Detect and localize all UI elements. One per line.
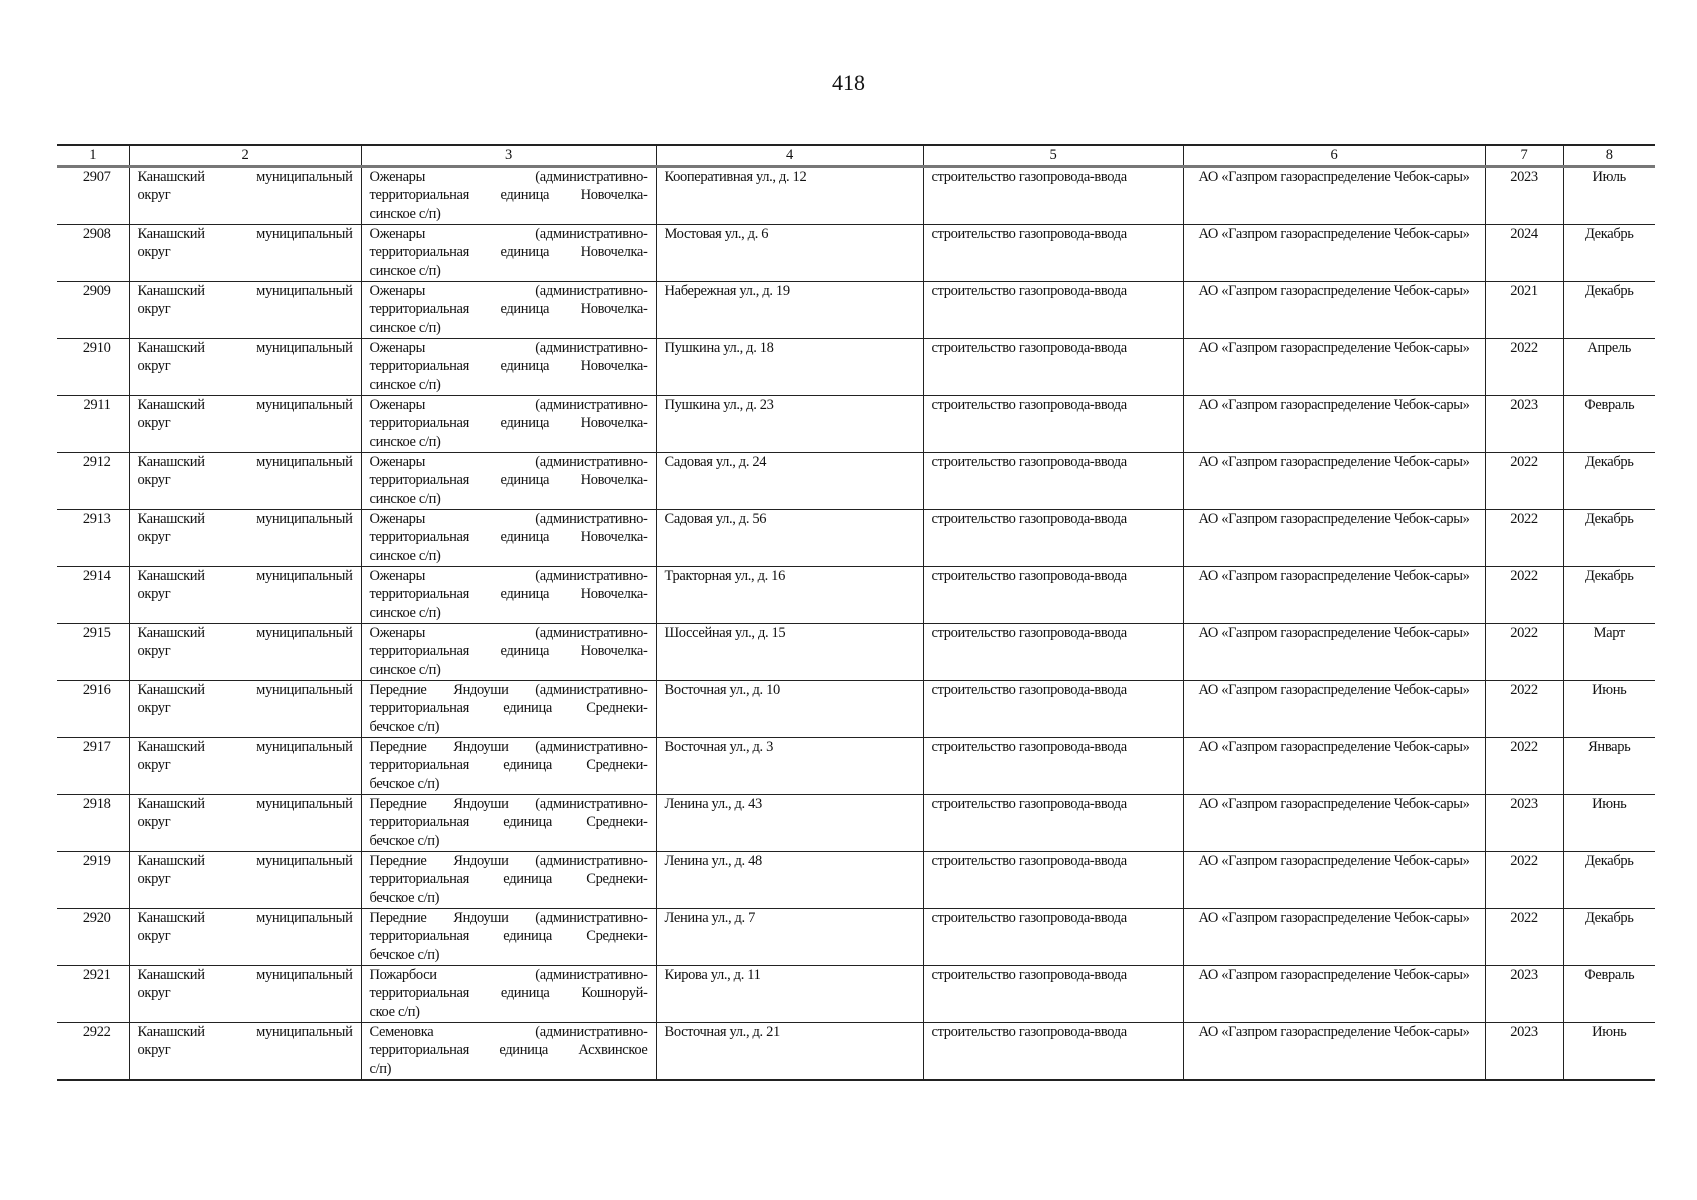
year-cell: 2022 [1485,623,1563,680]
locality-cell [361,851,656,908]
work-type-cell: строительство газопровода-ввода [923,509,1183,566]
district-line: Канашский муниципальный [137,282,353,299]
locality-line: синское с/п) [369,376,441,393]
year-cell: 2022 [1485,908,1563,965]
table-row [57,166,1655,224]
work-type-cell: строительство газопровода-ввода [923,680,1183,737]
district-line: округ [137,586,171,602]
district-line: Канашский муниципальный [137,396,353,413]
year-cell: 2022 [1485,566,1563,623]
month-cell: Декабрь [1563,452,1655,509]
locality-line: Передние Яндоуши (административно- [369,795,648,812]
address-cell: Садовая ул., д. 24 [656,452,923,509]
district-line: Канашский муниципальный [137,339,353,356]
row-number: 2922 [57,1022,129,1080]
table-row [57,680,1655,737]
locality-cell [361,908,656,965]
locality-line: территориальная единица Новочелка- [369,529,648,545]
locality-line: синское с/п) [369,547,441,564]
row-number: 2920 [57,908,129,965]
column-header-2: 2 [129,145,361,166]
year-cell: 2022 [1485,680,1563,737]
row-number: 2907 [57,166,129,224]
month-cell: Март [1563,623,1655,680]
column-header-8: 8 [1563,145,1655,166]
work-type-cell: строительство газопровода-ввода [923,224,1183,281]
organization-cell: АО «Газпром газораспределение Чебок-сары» [1183,794,1485,851]
year-cell: 2022 [1485,452,1563,509]
locality-line: Оженары (административно- [369,396,648,413]
row-number: 2916 [57,680,129,737]
district-line: Канашский муниципальный [137,738,353,755]
year-cell: 2023 [1485,965,1563,1022]
work-type-cell: строительство газопровода-ввода [923,395,1183,452]
organization-cell: АО «Газпром газораспределение Чебок-сары» [1183,452,1485,509]
locality-line: бечское с/п) [369,718,440,735]
district-line: Канашский муниципальный [137,966,353,983]
locality-line: бечское с/п) [369,832,440,849]
month-cell: Февраль [1563,965,1655,1022]
table-row [57,851,1655,908]
table-row [57,965,1655,1022]
district-line: округ [137,529,171,545]
table-row [57,908,1655,965]
locality-line: территориальная единица Среднеки- [369,871,648,887]
district-cell [129,623,361,680]
locality-line: территориальная единица Новочелка- [369,301,648,317]
month-cell: Июнь [1563,1022,1655,1080]
table-row [57,737,1655,794]
district-cell [129,281,361,338]
table-row [57,395,1655,452]
district-cell [129,680,361,737]
district-line: округ [137,871,171,887]
address-cell: Ленина ул., д. 48 [656,851,923,908]
organization-cell: АО «Газпром газораспределение Чебок-сары» [1183,965,1485,1022]
locality-line: Пожарбоси (административно- [369,966,648,983]
organization-cell: АО «Газпром газораспределение Чебок-сары» [1183,281,1485,338]
locality-line: Оженары (административно- [369,168,648,185]
district-line: Канашский муниципальный [137,852,353,869]
district-line: Канашский муниципальный [137,567,353,584]
locality-line: синское с/п) [369,661,441,678]
row-number: 2910 [57,338,129,395]
work-type-cell: строительство газопровода-ввода [923,1022,1183,1080]
locality-line: с/п) [369,1060,392,1077]
row-number: 2918 [57,794,129,851]
organization-cell: АО «Газпром газораспределение Чебок-сары» [1183,623,1485,680]
work-type-cell: строительство газопровода-ввода [923,281,1183,338]
locality-line: территориальная единица Новочелка- [369,244,648,260]
column-header-1: 1 [57,145,129,166]
locality-line: территориальная единица Новочелка- [369,187,648,203]
address-cell: Восточная ул., д. 10 [656,680,923,737]
locality-line: синское с/п) [369,433,441,450]
year-cell: 2023 [1485,1022,1563,1080]
locality-cell [361,281,656,338]
locality-line: Оженары (административно- [369,567,648,584]
locality-cell [361,1022,656,1080]
row-number: 2908 [57,224,129,281]
organization-cell: АО «Газпром газораспределение Чебок-сары» [1183,395,1485,452]
table-row [57,338,1655,395]
month-cell: Июнь [1563,794,1655,851]
work-type-cell: строительство газопровода-ввода [923,452,1183,509]
work-type-cell: строительство газопровода-ввода [923,566,1183,623]
district-cell [129,166,361,224]
month-cell: Апрель [1563,338,1655,395]
work-type-cell: строительство газопровода-ввода [923,623,1183,680]
district-cell [129,509,361,566]
organization-cell: АО «Газпром газораспределение Чебок-сары» [1183,908,1485,965]
locality-line: Оженары (административно- [369,624,648,641]
column-header-4: 4 [656,145,923,166]
district-cell [129,794,361,851]
row-number: 2912 [57,452,129,509]
district-line: Канашский муниципальный [137,168,353,185]
organization-cell: АО «Газпром газораспределение Чебок-сары» [1183,566,1485,623]
locality-line: территориальная единица Кошноруй- [369,985,648,1001]
district-line: Канашский муниципальный [137,453,353,470]
month-cell: Декабрь [1563,509,1655,566]
district-line: округ [137,358,171,374]
row-number: 2913 [57,509,129,566]
locality-line: территориальная единица Новочелка- [369,415,648,431]
table-row [57,1022,1655,1080]
locality-line: Оженары (административно- [369,453,648,470]
locality-line: Передние Яндоуши (административно- [369,738,648,755]
table-row [57,623,1655,680]
locality-cell [361,166,656,224]
locality-line: Оженары (административно- [369,282,648,299]
organization-cell: АО «Газпром газораспределение Чебок-сары» [1183,166,1485,224]
locality-line: Оженары (административно- [369,339,648,356]
district-line: Канашский муниципальный [137,225,353,242]
district-line: Канашский муниципальный [137,510,353,527]
district-line: округ [137,472,171,488]
year-cell: 2023 [1485,395,1563,452]
locality-line: синское с/п) [369,319,441,336]
table-header-row [57,145,1655,166]
table-row [57,452,1655,509]
page-number: 418 [832,70,865,95]
district-cell [129,452,361,509]
locality-cell [361,509,656,566]
work-type-cell: строительство газопровода-ввода [923,166,1183,224]
table-row [57,566,1655,623]
district-line: Канашский муниципальный [137,909,353,926]
address-cell: Пушкина ул., д. 23 [656,395,923,452]
month-cell: Июнь [1563,680,1655,737]
locality-line: Передние Яндоуши (административно- [369,852,648,869]
month-cell: Декабрь [1563,851,1655,908]
month-cell: Декабрь [1563,224,1655,281]
address-cell: Набережная ул., д. 19 [656,281,923,338]
district-cell [129,737,361,794]
district-line: округ [137,187,171,203]
table-row [57,281,1655,338]
organization-cell: АО «Газпром газораспределение Чебок-сары» [1183,1022,1485,1080]
locality-line: территориальная единица Новочелка- [369,472,648,488]
locality-line: территориальная единица Новочелка- [369,586,648,602]
row-number: 2915 [57,623,129,680]
month-cell: Январь [1563,737,1655,794]
district-cell [129,224,361,281]
locality-line: бечское с/п) [369,889,440,906]
organization-cell: АО «Газпром газораспределение Чебок-сары» [1183,509,1485,566]
address-cell: Шоссейная ул., д. 15 [656,623,923,680]
year-cell: 2021 [1485,281,1563,338]
locality-line: территориальная единица Новочелка- [369,358,648,374]
work-type-cell: строительство газопровода-ввода [923,851,1183,908]
address-cell: Мостовая ул., д. 6 [656,224,923,281]
year-cell: 2023 [1485,166,1563,224]
locality-line: Семеновка (административно- [369,1023,648,1040]
month-cell: Февраль [1563,395,1655,452]
locality-cell [361,794,656,851]
locality-cell [361,566,656,623]
district-line: округ [137,415,171,431]
district-line: Канашский муниципальный [137,795,353,812]
year-cell: 2023 [1485,794,1563,851]
district-line: Канашский муниципальный [137,681,353,698]
district-cell [129,566,361,623]
address-cell: Тракторная ул., д. 16 [656,566,923,623]
row-number: 2914 [57,566,129,623]
month-cell: Декабрь [1563,281,1655,338]
locality-line: территориальная единица Среднеки- [369,700,648,716]
district-cell [129,851,361,908]
district-line: округ [137,985,171,1001]
locality-cell [361,623,656,680]
work-type-cell: строительство газопровода-ввода [923,338,1183,395]
locality-cell [361,452,656,509]
district-line: Канашский муниципальный [137,624,353,641]
locality-cell [361,338,656,395]
year-cell: 2022 [1485,851,1563,908]
address-cell: Восточная ул., д. 21 [656,1022,923,1080]
locality-line: Оженары (административно- [369,510,648,527]
district-cell [129,1022,361,1080]
work-type-cell: строительство газопровода-ввода [923,965,1183,1022]
column-header-5: 5 [923,145,1183,166]
locality-line: территориальная единица Среднеки- [369,814,648,830]
row-number: 2917 [57,737,129,794]
district-line: округ [137,814,171,830]
locality-line: территориальная единица Новочелка- [369,643,648,659]
locality-line: синское с/п) [369,604,441,621]
locality-cell [361,965,656,1022]
district-line: округ [137,301,171,317]
district-cell [129,965,361,1022]
locality-line: синское с/п) [369,490,441,507]
month-cell: Июль [1563,166,1655,224]
locality-line: бечское с/п) [369,946,440,963]
year-cell: 2024 [1485,224,1563,281]
address-cell: Кооперативная ул., д. 12 [656,166,923,224]
column-header-3: 3 [361,145,656,166]
month-cell: Декабрь [1563,566,1655,623]
year-cell: 2022 [1485,509,1563,566]
address-cell: Пушкина ул., д. 18 [656,338,923,395]
table-body [57,166,1655,1080]
locality-line: территориальная единица Среднеки- [369,757,648,773]
row-number: 2911 [57,395,129,452]
district-line: округ [137,700,171,716]
locality-cell [361,395,656,452]
organization-cell: АО «Газпром газораспределение Чебок-сары» [1183,680,1485,737]
address-cell: Ленина ул., д. 7 [656,908,923,965]
locality-line: бечское с/п) [369,775,440,792]
address-cell: Восточная ул., д. 3 [656,737,923,794]
locality-line: синское с/п) [369,262,441,279]
objects-table [57,144,1655,1081]
organization-cell: АО «Газпром газораспределение Чебок-сары» [1183,338,1485,395]
row-number: 2909 [57,281,129,338]
district-line: Канашский муниципальный [137,1023,353,1040]
organization-cell: АО «Газпром газораспределение Чебок-сары» [1183,224,1485,281]
district-line: округ [137,1042,171,1058]
district-cell [129,908,361,965]
locality-line: синское с/п) [369,205,441,222]
locality-line: Передние Яндоуши (административно- [369,909,648,926]
locality-line: Оженары (административно- [369,225,648,242]
work-type-cell: строительство газопровода-ввода [923,794,1183,851]
year-cell: 2022 [1485,338,1563,395]
work-type-cell: строительство газопровода-ввода [923,908,1183,965]
address-cell: Кирова ул., д. 11 [656,965,923,1022]
address-cell: Садовая ул., д. 56 [656,509,923,566]
table-row [57,509,1655,566]
column-header-6: 6 [1183,145,1485,166]
district-line: округ [137,244,171,260]
organization-cell: АО «Газпром газораспределение Чебок-сары» [1183,737,1485,794]
organization-cell: АО «Газпром газораспределение Чебок-сары» [1183,851,1485,908]
table-row [57,224,1655,281]
row-number: 2919 [57,851,129,908]
district-cell [129,395,361,452]
locality-cell [361,737,656,794]
month-cell: Декабрь [1563,908,1655,965]
table-row [57,794,1655,851]
locality-cell [361,680,656,737]
locality-cell [361,224,656,281]
address-cell: Ленина ул., д. 43 [656,794,923,851]
year-cell: 2022 [1485,737,1563,794]
district-line: округ [137,928,171,944]
locality-line: Передние Яндоуши (административно- [369,681,648,698]
locality-line: территориальная единица Асхвинское [369,1042,648,1058]
column-header-7: 7 [1485,145,1563,166]
district-cell [129,338,361,395]
district-line: округ [137,643,171,659]
row-number: 2921 [57,965,129,1022]
district-line: округ [137,757,171,773]
locality-line: ское с/п) [369,1003,420,1020]
locality-line: территориальная единица Среднеки- [369,928,648,944]
work-type-cell: строительство газопровода-ввода [923,737,1183,794]
